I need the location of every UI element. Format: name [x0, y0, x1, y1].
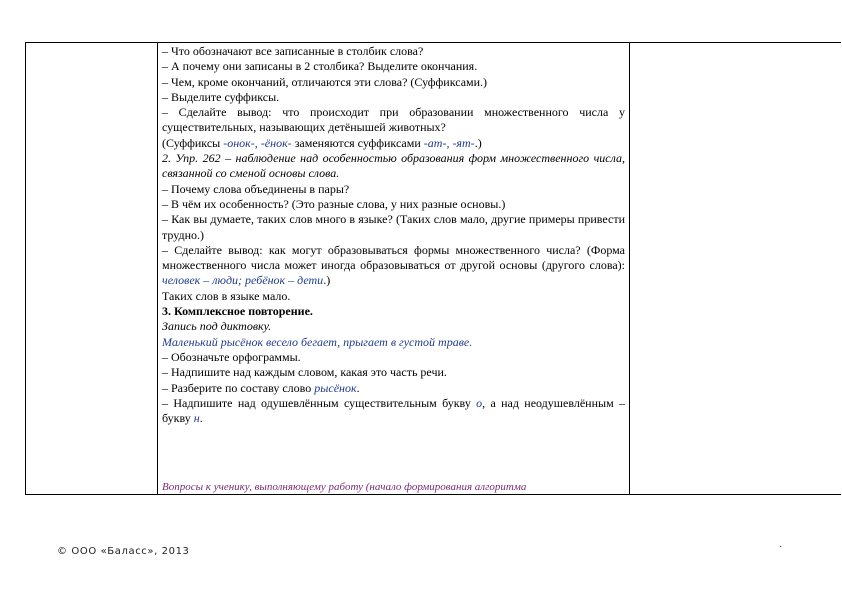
page-dot: · — [779, 542, 783, 553]
table-column-right — [630, 43, 841, 494]
text-line: Таких слов в языке мало. — [162, 288, 291, 303]
text-line: – В чём их особенность? (Это разные слова, у них разные основы.) — [162, 196, 506, 211]
exercise-heading: 2. Упр. 262 – наблюдение над особенностью образования форм множественного числа, связанной со сменой основы слова. — [162, 151, 625, 181]
text-fragment: – Разберите по составу слово — [162, 380, 315, 395]
text-line: – Надпишите над каждым словом, какая это часть речи. — [162, 365, 447, 380]
text-fragment: – Сделайте вывод: как могут образовываться формы множественного числа? (Форма множественного числа может иногда образовываться от другой основы (другого слова): — [162, 242, 625, 273]
text-line — [162, 396, 625, 427]
text-line: – Чем, кроме окончаний, отличаются эти слова? (Суффиксами.) — [162, 74, 488, 89]
text-line: – Почему слова объединены в пары? — [162, 181, 350, 196]
lesson-text — [158, 43, 629, 426]
example-words: человек – люди; ребёнок – дети — [162, 273, 324, 288]
text-line — [162, 381, 625, 396]
suffix-highlight: -ат-, -ят- — [423, 135, 475, 150]
text-line — [162, 243, 625, 289]
text-line: – Сделайте вывод: что происходит при образовании множественного числа у существительных, называющих детёнышей животных? — [162, 105, 625, 135]
text-fragment: заменяются суффиксами — [291, 135, 424, 150]
lesson-table — [25, 42, 841, 495]
text-line: – А почему они записаны в 2 столбика? Выделите окончания. — [162, 59, 478, 74]
questions-line-cut: Вопросы к ученику, выполняющему работу (начало формирования алгоритма — [162, 481, 527, 493]
text-fragment: – Надпишите над одушевлённым существительным букву — [162, 395, 477, 410]
text-line: – Что обозначают все записанные в столбик слова? — [162, 44, 424, 58]
text-line — [162, 136, 625, 151]
copyright-footer: © ООО «Баласс», 2013 — [57, 546, 190, 557]
table-column-content — [158, 43, 630, 494]
text-fragment: (Суффиксы — [162, 135, 224, 150]
text-line: – Выделите суффиксы. — [162, 89, 280, 104]
dictation-label: Запись под диктовку. — [162, 319, 272, 334]
text-fragment: .) — [323, 273, 331, 288]
letter-mark: о — [476, 395, 483, 410]
analysis-word: рысёнок — [314, 380, 357, 395]
suffix-highlight: -онок-, -ёнок- — [223, 135, 292, 150]
section-heading: 3. Комплексное повторение. — [162, 304, 313, 319]
text-fragment: .) — [474, 135, 482, 150]
text-line: – Как вы думаете, таких слов много в языке? (Таких слов мало, другие примеры привести трудно.) — [162, 212, 625, 242]
text-fragment: . — [356, 380, 360, 395]
text-line: – Обозначьте орфограммы. — [162, 349, 301, 364]
text-fragment: . — [199, 411, 203, 426]
text-fragment: , а над неодушевлённым – букву — [162, 395, 625, 426]
dictation-sentence: Маленький рысёнок весело бегает, прыгает в густой траве. — [162, 334, 473, 349]
letter-mark: н — [193, 411, 200, 426]
table-column-left — [25, 43, 158, 494]
